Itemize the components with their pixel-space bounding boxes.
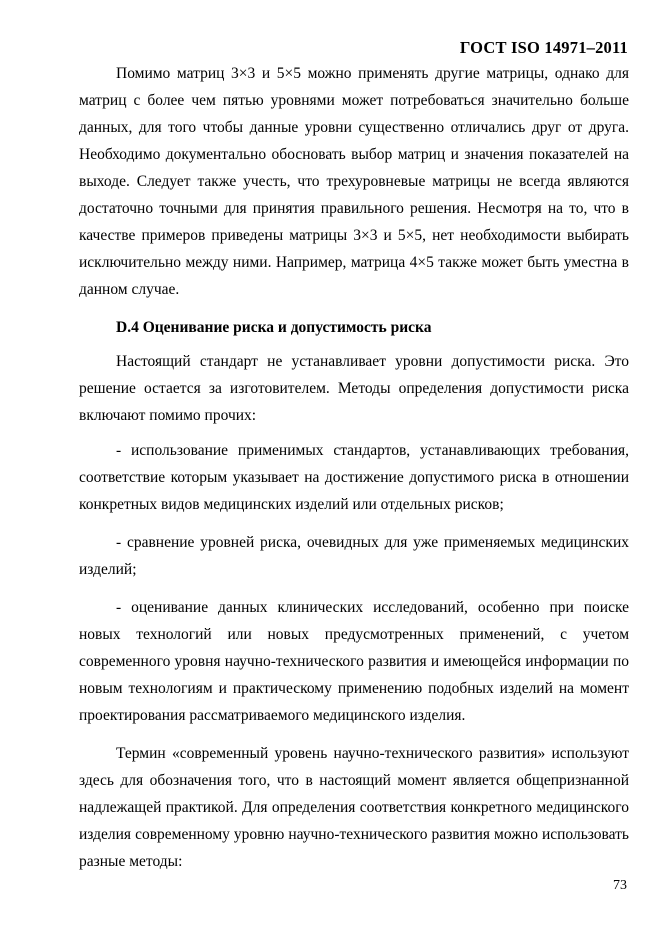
list-item-comparison: - сравнение уровней риска, очевидных для уже применяемых медицинских изделий; <box>79 534 629 578</box>
paragraph-acceptability: Настоящий стандарт не устанавливает уровни допустимости риска. Это решение остается за изготовителем. Методы определения допустимости риска включают помимо прочих: <box>79 353 629 424</box>
paragraph-matrices: Помимо матриц 3×3 и 5×5 можно применять другие матрицы, однако для матриц с более чем пятью уровнями может потребоваться значительно больше данных, для того чтобы данные уровни существенно отличались друг от друга. Необходимо документально обосновать выбор матриц и значения показателей на выходе. Следует также учесть, что трехуровневые матрицы не всегда являются достаточно точными для принятия правильного решения. Несмотря на то, что в качестве примеров приведены матрицы 3×3 и 5×5, нет необходимости выбирать исключительно между ними. Например, матрица 4×5 также может быть уместна в данном случае. <box>79 65 629 298</box>
document-code-header: ГОСТ ISO 14971–2011 <box>459 38 628 57</box>
paragraph-state-of-art: Термин «современный уровень научно-технического развития» используют здесь для обозначения того, что в настоящий момент является общепризнанной надлежащей практикой. Для определения соответствия конкретного медицинского изделия современному уровню научно-технического развития можно использовать разные методы: <box>79 745 629 870</box>
section-heading-d4: D.4 Оценивание риска и допустимость риска <box>116 319 432 336</box>
page-body <box>79 60 629 886</box>
list-item-clinical-data: - оценивание данных клинических исследований, особенно при поиске новых технологий или новых предусмотренных применений, с учетом современного уровня научно-технического развития и имеющейся информации по новым технологиям и практическому применению подобных изделий на момент проектирования рассматриваемого медицинского изделия. <box>79 599 629 724</box>
list-item-standards: - использование применимых стандартов, устанавливающих требования, соответствие которым указывает на достижение допустимого риска в отношении конкретных видов медицинских изделий или отдельных рисков; <box>79 442 629 513</box>
page-number: 73 <box>613 878 627 893</box>
